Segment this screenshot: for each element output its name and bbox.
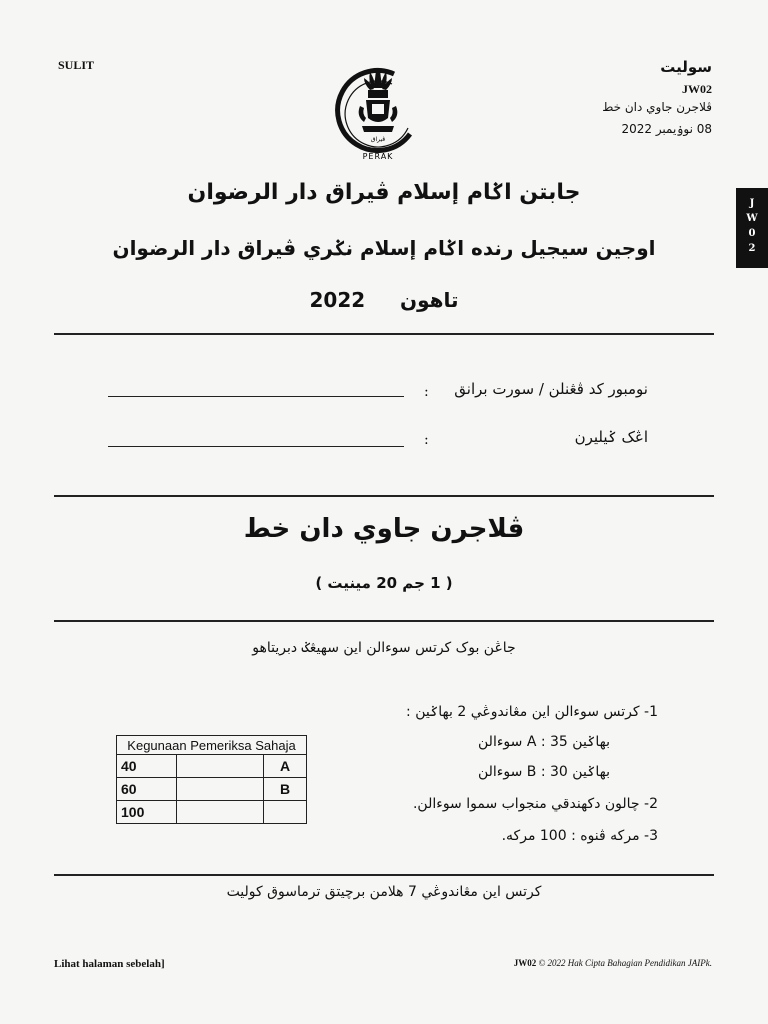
divider (54, 620, 714, 622)
next-page-note: Lihat halaman sebelah] (54, 958, 165, 970)
examiner-table (116, 735, 307, 824)
exam-title: اوجين سيجيل رنده اݢام إسلام نݢري ڤيراق دار الرضوان (112, 236, 656, 260)
side-tab-char: W (746, 213, 758, 224)
department-title: جابتن اݢام إسلام ڤيراق دار الرضوان (187, 180, 581, 205)
year-line (0, 288, 768, 312)
score-cell[interactable] (177, 801, 264, 824)
crest-inner-text: ڤيراق (370, 136, 386, 143)
id-number-field[interactable] (108, 396, 404, 397)
table-row (117, 801, 307, 824)
footer-copyright: © 2022 Hak Cipta Bahagian Pendidikan JAIPk. (538, 958, 712, 968)
divider (54, 333, 714, 335)
score-cell[interactable] (177, 778, 264, 801)
header-subject: ڤلاجرن جاوي دان خط (602, 100, 712, 114)
instruction-3: 3- مركه ڤنوه : 100 مركه. (501, 828, 658, 844)
table-row (117, 755, 307, 778)
footer-code: JW02 (513, 958, 537, 968)
header-sulit-jawi: سوليت (660, 58, 712, 76)
score-cell[interactable] (177, 755, 264, 778)
year-number: 2022 (309, 288, 366, 312)
copyright (514, 958, 712, 968)
main-instruction: جاڠن بوک كرتس سوءالن اين سهيڠݢ دبريتاهو (252, 640, 516, 656)
marks-cell: 40 (117, 755, 177, 778)
field-colon: : (424, 384, 429, 400)
divider (54, 495, 714, 497)
turn-number-field[interactable] (108, 446, 404, 447)
crest-caption: PERAK (362, 152, 394, 161)
instruction-2: 2- چالون دكهندقي منجواب سموا سوءالن. (412, 796, 658, 812)
header-code: JW02 (682, 82, 712, 96)
section-cell (264, 801, 307, 824)
instruction-part-a: بهاݢين A : 35 سوءالن (478, 734, 610, 750)
examiner-table-header: Kegunaan Pemeriksa Sahaja (117, 736, 307, 755)
instruction-part-b: بهاݢين B : 30 سوءالن (477, 764, 610, 780)
marks-cell: 60 (117, 778, 177, 801)
exam-duration: ( 1 جم 20 مينيت ) (315, 574, 453, 592)
sulit-label: SULIT (58, 58, 95, 72)
side-tab-char: 2 (748, 243, 756, 254)
divider (54, 874, 714, 876)
instruction-1: 1- كرتس سوءالن اين مڠاندوڠي 2 بهاݢين : (406, 704, 658, 720)
year-word: تاهون (400, 288, 459, 312)
marks-cell: 100 (117, 801, 177, 824)
perak-crest-icon (330, 62, 426, 164)
header-date: 08 نوۏيمبر 2022 (621, 122, 712, 136)
turn-number-label: اڠک ݢيليرن (574, 428, 648, 446)
section-cell: B (264, 778, 307, 801)
section-cell: A (264, 755, 307, 778)
page-count-note: كرتس اين مڠاندوڠي 7 هلامن برچيتق ترماسوق كوليت (226, 884, 542, 900)
field-colon: : (424, 432, 429, 448)
id-number-label: نومبور كد ڤڠنلن / سورت برانق (454, 380, 648, 398)
subject-title: ڤلاجرن جاوي دان خط (243, 514, 525, 544)
table-row (117, 778, 307, 801)
side-tab-char: J (749, 198, 755, 209)
side-tab-char: 0 (748, 228, 756, 239)
